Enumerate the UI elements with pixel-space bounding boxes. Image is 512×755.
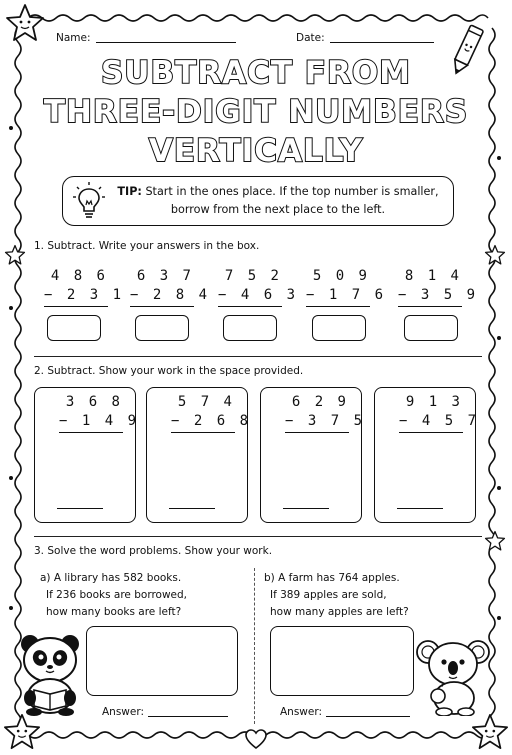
tip-box bbox=[62, 176, 454, 226]
panda-reading-icon bbox=[16, 632, 88, 716]
problem-2d bbox=[399, 394, 480, 433]
page-title-line-3: VERTICALLY bbox=[148, 133, 364, 169]
answer-line bbox=[169, 508, 215, 509]
name-label: Name: bbox=[56, 32, 91, 44]
section-2-heading: 2. Subtract. Show your work in the space provided. bbox=[34, 365, 304, 377]
answer-box-1d[interactable] bbox=[312, 315, 366, 341]
work-box-3a[interactable] bbox=[86, 626, 238, 696]
column-divider bbox=[254, 568, 255, 724]
problem-1c bbox=[218, 268, 299, 307]
subtrahend: − 1 4 9 bbox=[59, 413, 123, 433]
word-problem-a bbox=[40, 570, 187, 621]
minuend: 9 1 3 bbox=[405, 394, 463, 410]
subtrahend: − 4 5 7 bbox=[399, 413, 463, 433]
page-title-line-2: THREE-DIGIT NUMBERS bbox=[43, 94, 469, 130]
minuend: 8 1 4 bbox=[404, 268, 462, 284]
answer-label: Answer: bbox=[102, 706, 145, 718]
subtrahend: − 4 6 3 bbox=[218, 287, 282, 307]
answer-label: Answer: bbox=[280, 706, 323, 718]
tip-line-2: borrow from the next place to the left. bbox=[170, 203, 386, 216]
problem-1d bbox=[306, 268, 387, 307]
answer-box-1e[interactable] bbox=[404, 315, 458, 341]
subtrahend: − 1 7 6 bbox=[306, 287, 370, 307]
name-field[interactable] bbox=[56, 32, 236, 44]
word-problem-a-line-3: how many books are left? bbox=[46, 606, 182, 618]
minuend: 5 0 9 bbox=[312, 268, 370, 284]
subtrahend: − 2 3 1 bbox=[44, 287, 108, 307]
subtrahend: − 2 6 8 bbox=[171, 413, 235, 433]
minuend: 6 3 7 bbox=[136, 268, 194, 284]
problem-2a bbox=[59, 394, 140, 433]
star-icon bbox=[4, 2, 46, 44]
work-box-2d[interactable] bbox=[374, 387, 480, 523]
minuend: 5 7 4 bbox=[177, 394, 235, 410]
answer-field-3b[interactable] bbox=[280, 706, 410, 718]
koala-icon bbox=[416, 634, 490, 716]
work-box-2c[interactable] bbox=[260, 387, 366, 523]
word-problem-b-line-3: how many apples are left? bbox=[270, 606, 409, 618]
problem-1e bbox=[398, 268, 479, 307]
answer-line bbox=[397, 508, 443, 509]
word-problem-b-line-2: If 389 apples are sold, bbox=[270, 589, 387, 601]
star-icon bbox=[484, 530, 506, 552]
divider bbox=[34, 356, 482, 357]
minuend: 6 2 9 bbox=[291, 394, 349, 410]
tip-text bbox=[113, 183, 443, 219]
word-problem-b-line-1: b) A farm has 764 apples. bbox=[264, 572, 400, 584]
tip-line-1: Start in the ones place. If the top number is smaller, bbox=[145, 185, 439, 198]
work-box-2b[interactable] bbox=[146, 387, 252, 523]
date-field[interactable] bbox=[296, 32, 434, 44]
problem-1a bbox=[44, 268, 125, 307]
heart-icon bbox=[244, 728, 268, 750]
subtrahend: − 3 5 9 bbox=[398, 287, 462, 307]
minuend: 4 8 6 bbox=[50, 268, 108, 284]
minuend: 3 6 8 bbox=[65, 394, 123, 410]
answer-box-1b[interactable] bbox=[135, 315, 189, 341]
tip-label: TIP: bbox=[117, 185, 142, 198]
date-label: Date: bbox=[296, 32, 325, 44]
problem-2c bbox=[285, 394, 366, 433]
answer-line bbox=[57, 508, 103, 509]
word-problem-a-line-2: If 236 books are borrowed, bbox=[46, 589, 188, 601]
star-icon bbox=[2, 712, 42, 752]
minuend: 7 5 2 bbox=[224, 268, 282, 284]
lightbulb-icon bbox=[69, 181, 109, 221]
word-problem-b bbox=[264, 570, 409, 621]
star-icon bbox=[4, 244, 26, 266]
section-1-heading: 1. Subtract. Write your answers in the box. bbox=[34, 240, 260, 252]
answer-field-3a[interactable] bbox=[102, 706, 228, 718]
subtrahend: − 2 8 4 bbox=[130, 287, 194, 307]
star-icon bbox=[470, 712, 510, 752]
work-box-2a[interactable] bbox=[34, 387, 140, 523]
star-icon bbox=[484, 244, 506, 266]
divider bbox=[34, 536, 482, 537]
answer-box-1c[interactable] bbox=[223, 315, 277, 341]
section-3-heading: 3. Solve the word problems. Show your work. bbox=[34, 545, 273, 557]
problem-2b bbox=[171, 394, 252, 433]
word-problem-a-line-1: a) A library has 582 books. bbox=[40, 572, 182, 584]
page-title-line-1: SUBTRACT FROM bbox=[100, 55, 412, 91]
answer-line bbox=[283, 508, 329, 509]
subtrahend: − 3 7 5 bbox=[285, 413, 349, 433]
work-box-3b[interactable] bbox=[270, 626, 414, 696]
answer-box-1a[interactable] bbox=[47, 315, 101, 341]
problem-1b bbox=[130, 268, 211, 307]
